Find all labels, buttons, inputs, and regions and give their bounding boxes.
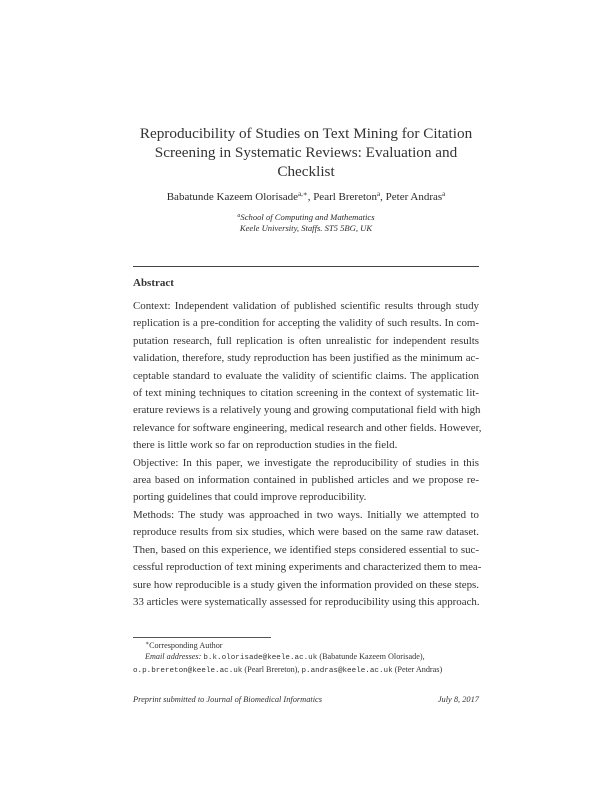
abstract-paragraph <box>133 455 479 507</box>
footnote-rule <box>133 637 271 638</box>
abstract-line: reproduce results from six studies, which were based on the same raw dataset. <box>133 526 479 539</box>
preprint-note: Preprint submitted to Journal of Biomedical Informatics <box>133 695 323 704</box>
author-name: Babatunde Kazeem Olorisade <box>166 191 299 203</box>
author-name: Pearl Brereton <box>313 191 378 203</box>
abstract-paragraph <box>133 298 482 455</box>
affiliation <box>120 212 492 234</box>
footnote-mark: ∗ <box>145 641 150 647</box>
title-line-1: Reproducibility of Studies on Text Mining for Citation <box>139 125 473 142</box>
author-name: Peter Andras <box>385 191 443 203</box>
email-link[interactable]: o.p.brereton@keele.ac.uk <box>133 667 243 675</box>
abstract-line: ceptable standard to evaluate the validity of scientific claims. The application <box>133 369 479 382</box>
abstract-line: Then, based on this experience, we identified steps considered essential to suc- <box>133 543 479 556</box>
abstract-line: Context: Independent validation of published scientific results through study <box>133 300 479 312</box>
email-addresses-line-2: o.p.brereton@keele.ac.uk (Pearl Brereton), p.andras@keele.ac.uk (Peter Andras) <box>133 665 443 675</box>
abstract-line: Objective: In this paper, we investigate the reproducibility of studies in this <box>133 456 479 469</box>
author-mark: a,∗ <box>298 190 308 198</box>
abstract-body <box>133 298 482 611</box>
footnotes <box>133 640 479 677</box>
title-line-3: Checklist <box>277 163 335 180</box>
author-separator: , <box>380 191 386 203</box>
email-link[interactable]: b.k.olorisade@keele.ac.uk <box>203 654 318 662</box>
email-label: Email addresses: <box>145 652 202 661</box>
abstract-line: of text mining techniques to citation screening in the context of systematic lit- <box>133 387 479 400</box>
abstract-line: area based on information contained in published articles and we propose re- <box>133 474 479 487</box>
author-mark: a <box>377 190 381 198</box>
abstract-line: replication is a pre-condition for accepting the validity of such results. In com- <box>133 317 479 330</box>
paper-title <box>120 124 492 181</box>
email-addresses-line-1: Email addresses: b.k.olorisade@keele.ac.uk (Babatunde Kazeem Olorisade), <box>145 652 425 662</box>
title-line-2: Screening in Systematic Reviews: Evaluation and <box>154 144 458 161</box>
affiliation-line-2: Keele University, Staffs. ST5 5BG, UK <box>239 223 373 233</box>
abstract-heading: Abstract <box>133 277 174 289</box>
abstract-line: 33 articles were systematically assessed for reproducibility using this approach. <box>133 595 480 608</box>
abstract-line: putation research, full replication is often unrealistic for independent results <box>133 334 479 347</box>
abstract-line: sure how reproducible is a study given the information provided on these steps. <box>133 578 479 591</box>
abstract-line: porting guidelines that could improve reproducibility. <box>133 491 367 504</box>
email-link[interactable]: p.andras@keele.ac.uk <box>301 667 393 675</box>
date: July 8, 2017 <box>437 695 479 704</box>
abstract-line: validation, therefore, study reproduction has been justified as the minimum ac- <box>133 352 479 365</box>
abstract-line: Methods: The study was approached in two ways. Initially we attempted to <box>133 508 479 521</box>
abstract-paragraph <box>133 507 482 611</box>
abstract-line: there is little work so far on reproduction studies in the field. <box>133 439 398 452</box>
abstract-line: erature reviews is a relatively young and growing computational field with high <box>133 404 481 417</box>
affiliation-line-1: $^a$School of Computing and Mathematics <box>237 212 375 222</box>
abstract-top-rule <box>133 266 479 267</box>
corresponding-author-note: ∗Corresponding Author <box>145 641 223 650</box>
author-separator: , <box>307 191 314 203</box>
affiliation-mark: a <box>237 213 241 219</box>
abstract-line: cessful reproduction of text mining experiments and characterized them to mea- <box>133 561 482 574</box>
author-mark: a <box>442 190 446 198</box>
author-list <box>60 190 552 204</box>
abstract-line: relevance for software engineering, medical research and other fields. However, <box>133 421 482 434</box>
